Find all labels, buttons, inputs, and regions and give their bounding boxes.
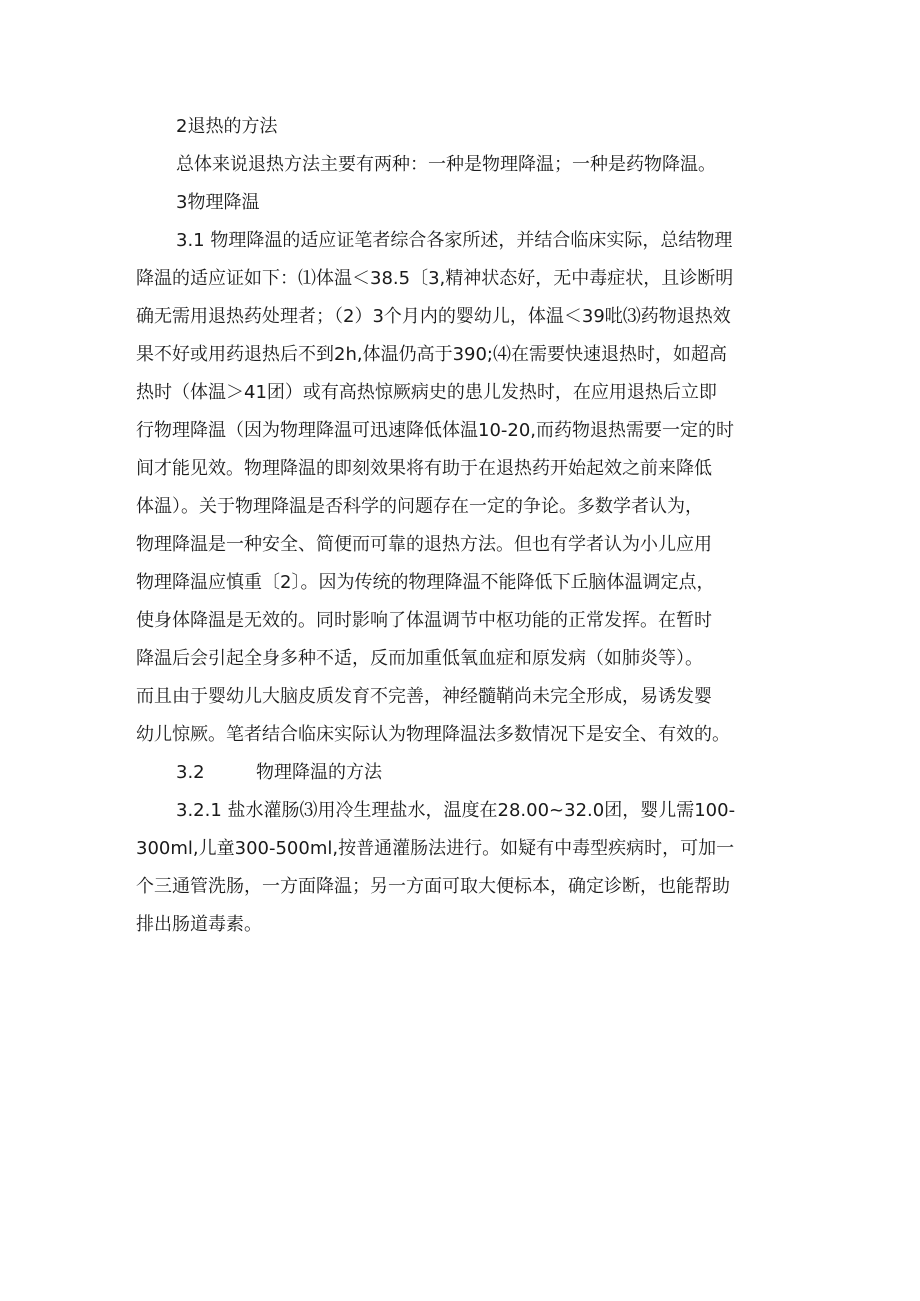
- section-heading-3: 3物理降温: [176, 192, 260, 213]
- paragraph-line: 300ml,儿童300-500ml,按普通灌肠法进行。如疑有中毒型疾病时，可加一: [136, 838, 735, 859]
- paragraph-line: 间才能见效。物理降温的即刻效果将有助于在退热药开始起效之前来降低: [136, 458, 712, 479]
- paragraph-3-2-1: [136, 792, 790, 944]
- paragraph-line: 物理降温应慎重〔2〕。因为传统的物理降温不能降低下丘脑体温调定点，: [136, 572, 715, 593]
- paragraph-line: 行物理降温（因为物理降温可迅速降低体温10-20,而药物退热需要一定的时: [136, 420, 735, 441]
- paragraph-line: 降温的适应证如下：⑴体温＜38.5〔3,精神状态好，无中毒症状，且诊断明: [136, 268, 734, 289]
- paragraph-3-1: [136, 222, 790, 754]
- paragraph-line: 体温）。关于物理降温是否科学的问题存在一定的争论。多数学者认为，: [136, 496, 703, 517]
- paragraph-line: 果不好或用药退热后不到2h,体温仍高于390;⑷在需要快速退热时，如超高: [136, 344, 727, 365]
- paragraph-line: 幼儿惊厥。笔者结合临床实际认为物理降温法多数情况下是安全、有效的。: [136, 724, 730, 745]
- paragraph-line: 物理降温是一种安全、简便而可靠的退热方法。但也有学者认为小儿应用: [136, 534, 712, 555]
- section-heading-2: 2退热的方法: [176, 116, 278, 137]
- section-number: 3.2: [176, 762, 205, 783]
- paragraph-line: 而且由于婴幼儿大脑皮质发育不完善，神经髓鞘尚未完全形成，易诱发婴: [136, 686, 712, 707]
- paragraph-line: 热时（体温＞41团）或有高热惊厥病史的患儿发热时，在应用退热后立即: [136, 382, 717, 403]
- document-body: [136, 108, 790, 944]
- section-title: 物理降温的方法: [256, 762, 382, 783]
- paragraph-line: 降温后会引起全身多种不适，反而加重低氧血症和原发病（如肺炎等）。: [136, 648, 703, 669]
- section-heading-3-2: [136, 754, 790, 792]
- paragraph-line: 使身体降温是无效的。同时影响了体温调节中枢功能的正常发挥。在暂时: [136, 610, 712, 631]
- paragraph-line: 3.2.1 盐水灌肠⑶用冷生理盐水，温度在28.00~32.0团，婴儿需100-: [176, 800, 736, 821]
- paragraph-line: 排出肠道毒素。: [136, 914, 262, 935]
- paragraph-line: 3.1 物理降温的适应证笔者综合各家所述，并结合临床实际，总结物理: [176, 230, 733, 251]
- paragraph-line: 个三通管洗肠，一方面降温；另一方面可取大便标本，确定诊断，也能帮助: [136, 876, 730, 897]
- paragraph-line: 确无需用退热药处理者；（2）3个月内的婴幼儿，体温＜39吡⑶药物退热效: [136, 306, 731, 327]
- overview-paragraph: 总体来说退热方法主要有两种：一种是物理降温；一种是药物降温。: [176, 154, 716, 175]
